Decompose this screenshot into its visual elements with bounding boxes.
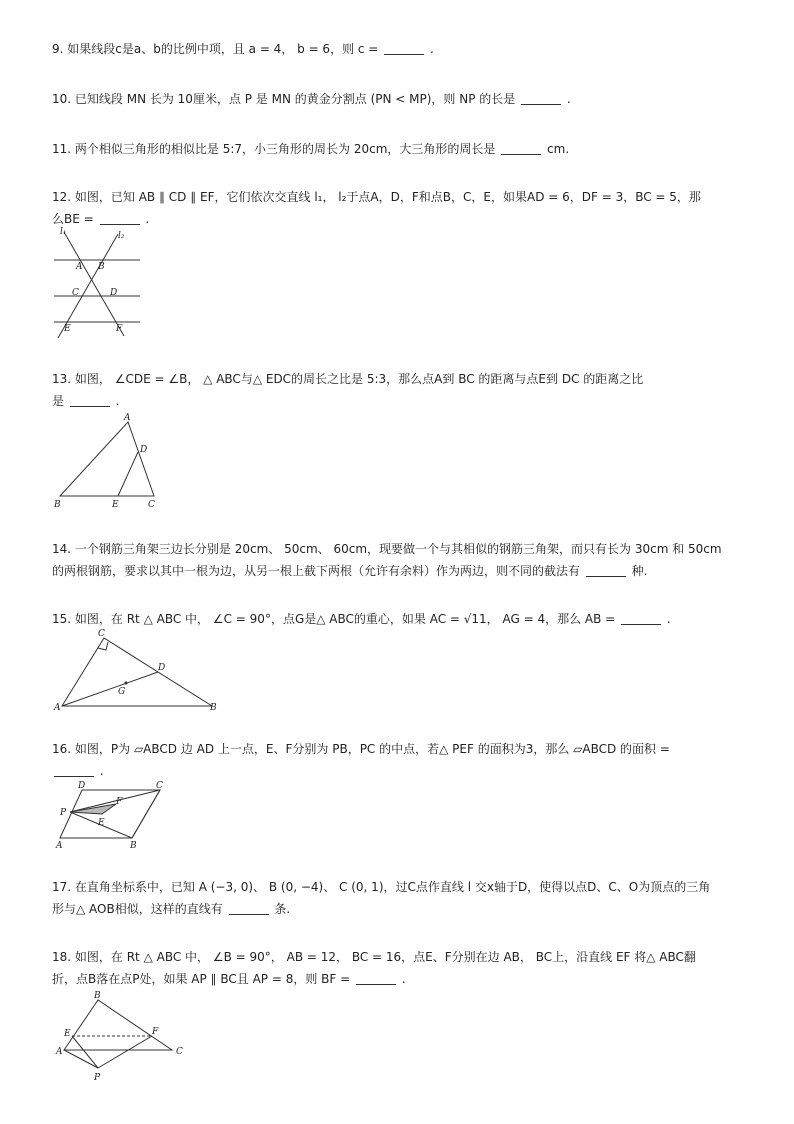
label-f: F	[152, 1027, 159, 1037]
question-14-line1: 14. 一个钢筋三角架三边长分别是 20cm、 50cm、 60cm，现要做一个与其相似的钢筋三角架，而只有长为 30cm 和 50cm	[52, 542, 722, 556]
label-a: A	[56, 841, 63, 851]
question-10-end: .	[566, 92, 571, 106]
question-10-text: 10. 已知线段 MN 长为 10厘米，点 P 是 MN 的黄金分割点 (PN < MP)，则 NP 的长是	[52, 92, 520, 106]
segment-pc	[70, 790, 160, 812]
question-16	[52, 738, 742, 782]
segment-fp	[98, 1036, 152, 1068]
answer-blank-18[interactable]	[356, 970, 396, 985]
question-9-end: .	[430, 42, 434, 56]
question-16-end: .	[99, 764, 104, 778]
answer-blank-12[interactable]	[100, 210, 140, 225]
question-13-end: .	[115, 394, 120, 408]
label-l1: l₁	[60, 227, 67, 237]
question-10	[52, 88, 742, 110]
label-d: D	[78, 781, 86, 791]
figure-13	[52, 410, 172, 510]
segment-ap	[64, 1050, 98, 1068]
question-18-end: .	[401, 972, 406, 986]
question-17-end: 条.	[274, 902, 291, 916]
label-p: P	[60, 808, 67, 818]
triangle-abc	[64, 1000, 172, 1050]
segment-de	[118, 452, 138, 496]
answer-blank-9[interactable]	[384, 40, 424, 55]
label-e: E	[98, 818, 105, 828]
question-14-line2: 的两根钢筋，要求以其中一根为边，从另一根上截下两根（允许有余料）作为两边，则不同的截法有	[52, 564, 584, 578]
question-17-line1: 17. 在直角坐标系中，已知 A (−3, 0)、 B (0, −4)、 C (0, 1)，过C点作直线 l 交x轴于D，使得以点D、C、O为顶点的三角	[52, 880, 711, 894]
label-b: B	[94, 991, 101, 1001]
label-p: P	[94, 1073, 101, 1083]
label-a: A	[54, 703, 61, 713]
answer-blank-15[interactable]	[621, 610, 661, 625]
figure-18	[52, 988, 192, 1088]
question-12-end: .	[145, 212, 150, 226]
line-l1	[64, 232, 124, 336]
segment-ep	[72, 1036, 98, 1068]
label-e: E	[64, 324, 71, 334]
question-9	[52, 38, 742, 60]
median-ad	[62, 672, 158, 706]
label-c: C	[176, 1047, 183, 1057]
label-a: A	[56, 1047, 63, 1057]
answer-blank-16[interactable]	[54, 762, 94, 777]
question-14-end: 种.	[631, 564, 648, 578]
answer-blank-11[interactable]	[501, 140, 541, 155]
label-c: C	[156, 781, 163, 791]
answer-blank-14[interactable]	[586, 562, 626, 577]
label-d: D	[110, 288, 118, 298]
question-18	[52, 946, 742, 990]
question-18-line2: 折，点B落在点P处，如果 AP ∥ BC且 AP = 8，则 BF =	[52, 972, 354, 986]
answer-blank-17[interactable]	[229, 900, 269, 915]
answer-blank-10[interactable]	[521, 90, 561, 105]
figure-12	[52, 228, 152, 343]
label-d: D	[140, 445, 148, 455]
label-b: B	[54, 500, 61, 510]
label-f: F	[116, 797, 123, 807]
label-a: A	[124, 413, 131, 423]
label-b: B	[210, 703, 217, 713]
label-f: F	[116, 324, 123, 334]
question-17	[52, 876, 742, 920]
question-14	[52, 538, 742, 582]
question-18-line1: 18. 如图，在 Rt △ ABC 中， ∠B = 90°， AB = 12， BC = 16，点E、F分别在边 AB， BC上，沿直线 EF 将△ ABC翻	[52, 950, 696, 964]
label-e: E	[112, 500, 119, 510]
question-12-line1: 12. 如图，已知 AB ∥ CD ∥ EF，它们依次交直线 l₁， l₂于点A，D，F和点B，C，E，如果AD = 6，DF = 3，BC = 5，那	[52, 190, 701, 204]
point-g	[125, 682, 128, 685]
question-13	[52, 368, 742, 412]
figure-15	[52, 628, 227, 713]
question-15-text: 15. 如图，在 Rt △ ABC 中， ∠C = 90°，点G是△ ABC的重心，如果 AC = √11， AG = 4，那么 AB =	[52, 612, 620, 626]
label-l2: l₂	[118, 231, 125, 241]
answer-blank-13[interactable]	[70, 392, 110, 407]
label-b: B	[98, 262, 105, 272]
question-9-text: 9. 如果线段c是a、b的比例中项，且 a = 4， b = 6，则 c =	[52, 42, 383, 56]
label-e: E	[64, 1029, 71, 1039]
label-a: A	[76, 262, 83, 272]
label-c: C	[72, 288, 79, 298]
question-12-line2: 么BE =	[52, 212, 98, 226]
label-g: G	[118, 687, 126, 697]
question-17-line2: 形与△ AOB相似，这样的直线有	[52, 902, 227, 916]
question-12	[52, 186, 742, 230]
label-c: C	[148, 500, 155, 510]
figure-16	[52, 778, 172, 850]
question-15	[52, 608, 742, 630]
question-11-end: cm.	[547, 142, 570, 156]
question-11-text: 11. 两个相似三角形的相似比是 5:7，小三角形的周长为 20cm，大三角形的周长是	[52, 142, 500, 156]
question-15-end: .	[666, 612, 671, 626]
label-d: D	[158, 663, 166, 673]
question-13-line2: 是	[52, 394, 68, 408]
question-11	[52, 138, 742, 160]
triangle-abc	[60, 422, 154, 496]
question-13-line1: 13. 如图， ∠CDE = ∠B， △ ABC与△ EDC的周长之比是 5:3，那么点A到 BC 的距离与点E到 DC 的距离之比	[52, 372, 644, 386]
triangle-pef	[70, 804, 116, 814]
segment-bc	[132, 790, 160, 838]
label-b: B	[130, 841, 137, 851]
question-16-line1: 16. 如图，P为 ▱ABCD 边 AD 上一点，E、F分别为 PB，PC 的中点，若△ PEF 的面积为3，那么 ▱ABCD 的面积 =	[52, 742, 670, 756]
triangle-abc	[62, 638, 212, 706]
label-c: C	[98, 629, 105, 639]
